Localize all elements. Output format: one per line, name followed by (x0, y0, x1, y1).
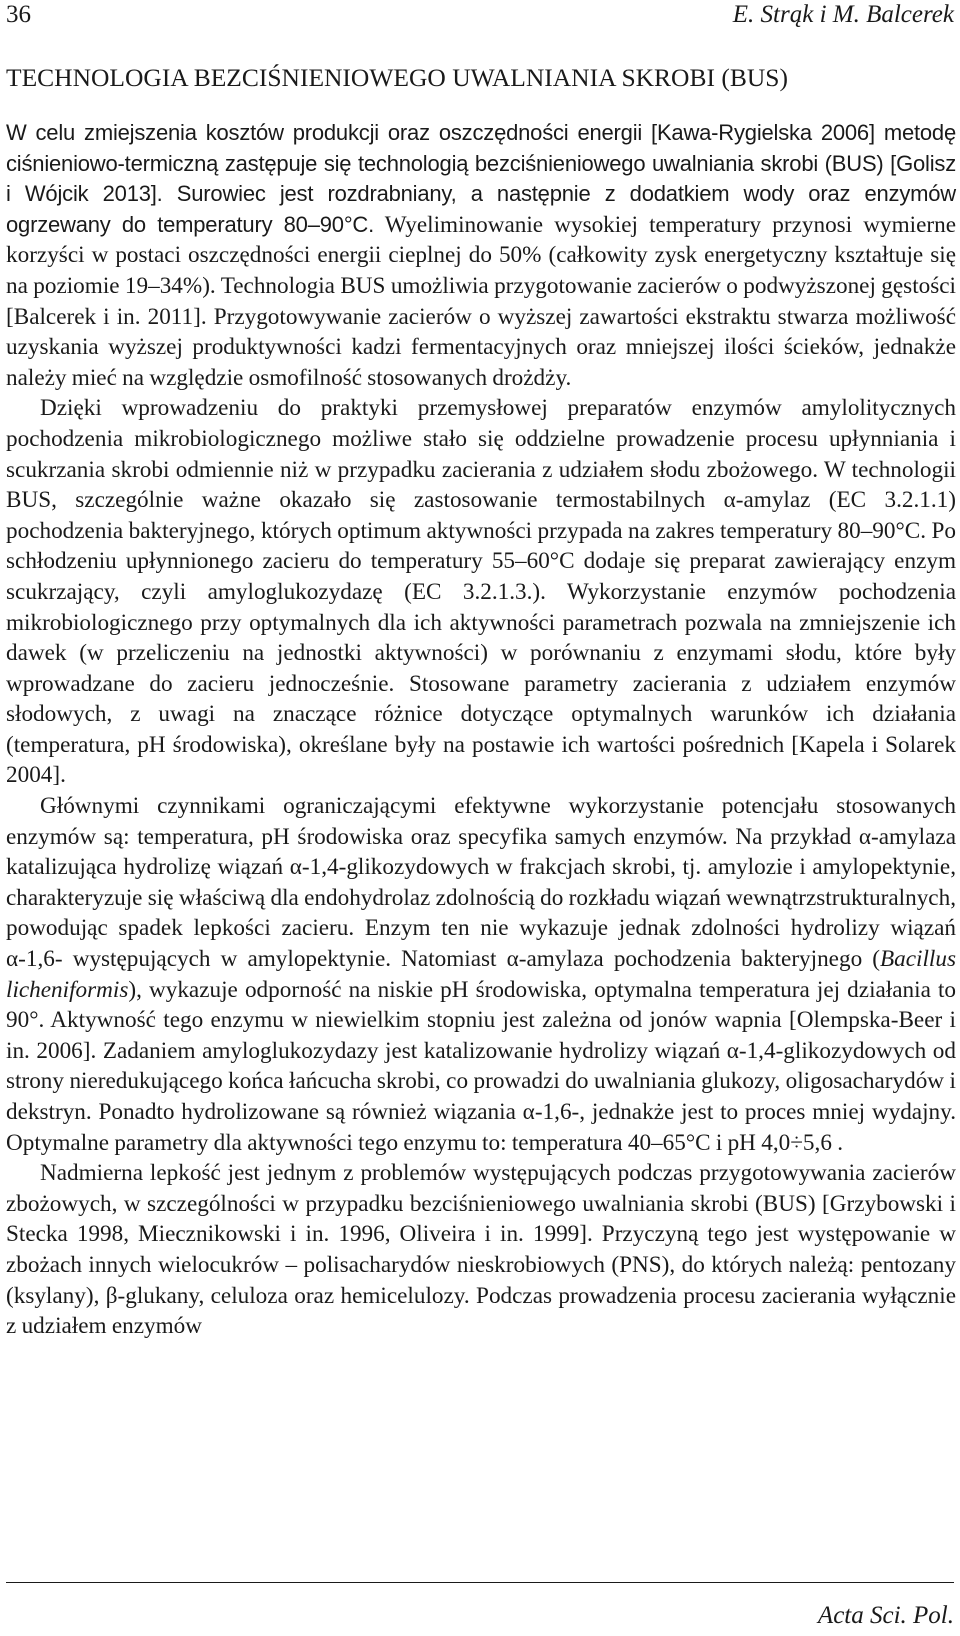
paragraph-1-sans-segment: W celu zmiejszenia kosztów produkcji oraz oszczędności energii [Kawa-Rygielska 2006] metodę ciśnieniowo-termiczną zastępuje się technologią bezciśnieniowego uwalniania skrobi (BUS) [Golisz i Wójcik 2013]. Surowiec jest rozdrabniany, a następnie z dodatkiem wody oraz enzymów ogrzewany do temperatury 80–90°C. (6, 120, 956, 237)
paragraph-1 (6, 118, 956, 393)
paragraph-3 (6, 791, 956, 1158)
species-name: Bacillus licheniformis (6, 946, 956, 1003)
page-number: 36 (6, 1, 31, 28)
running-head: E. Strąk i M. Balcerek (732, 1, 954, 28)
paragraph-3-segment-1: Głównymi czynnikami ograniczającymi efektywne wykorzystanie potencjału stosowanych enzymów są: temperatura, pH środowiska oraz specyfika samych enzymów. Na przykład α-amylaza katalizująca hydrolizę wiązań α-1,4-glikozydowych w frakcjach skrobi, tj. amylozie i amylopektynie, charakteryzuje się właściwą dla endohydrolaz zdolnością do rozkładu wiązań wewnątrzstrukturalnych, powodując spadek lepkości zacieru. Enzym ten nie wykazuje jednak zdolności hydrolizy wiązań α-1,6- występujących w amylopektynie. Natomiast α-amylaza pochodzenia bakteryjnego ( (6, 793, 956, 973)
paragraph-4: Nadmierna lepkość jest jednym z problemów występujących podczas przygotowywania zacierów zbożowych, w szczególności w przypadku bezciśnieniowego uwalniania skrobi (BUS) [Grzybowski i Stecka 1998, Miecznikowski i in. 1996, Oliveira i in. 1999]. Przyczyną tego jest występowanie w zbożach innych wielocukrów – polisacharydów nieskrobiowych (PNS), do których należą: pentozany (ksylany), β-glukany, celuloza oraz hemicelulozy. Podczas prowadzenia procesu zacierania wyłącznie z udziałem enzymów (6, 1160, 956, 1340)
footer-rule (6, 1582, 954, 1583)
paragraph-2: Dzięki wprowadzeniu do praktyki przemysłowej preparatów enzymów amylolitycznych pochodzenia mikrobiologicznego możliwe stało się oddzielne prowadzenie procesu upłynniania i scukrzania skrobi odmiennie niż w przypadku zacierania z udziałem słodu zbożowego. W technologii BUS, szczególnie ważne okazało się zastosowanie termostabilnych α-amylaz (EC 3.2.1.1) pochodzenia bakteryjnego, których optimum aktywności przypada na zakres temperatury 80–90°C. Po schłodzeniu upłynnionego zacieru do temperatury 55–60°C dodaje się preparat zawierający enzym scukrzający, czyli amyloglukozydazę (EC 3.2.1.3.). Wykorzystanie enzymów pochodzenia mikrobiologicznego przy optymalnych dla ich aktywności parametrach pozwala na zmniejszenie ich dawek (w przeliczeniu na jednostki aktywności) w porównaniu z enzymami słodu, które były wprowadzane do zacieru jednocześnie. Stosowane parametry zacierania z udziałem enzymów słodowych, z uwagi na znaczące różnice dotyczące optymalnych warunków ich działania (temperatura, pH środowiska), określane były na postawie ich wartości pośrednich [Kapela i Solarek 2004]. (6, 395, 956, 789)
section-heading: TECHNOLOGIA BEZCIŚNIENIOWEGO UWALNIANIA SKROBI (BUS) (6, 63, 788, 92)
paragraph-1-serif-segment: Wyeliminowanie wysokiej temperatury przynosi wymierne korzyści w postaci oszczędności energii cieplnej do 50% (całkowity zysk energetyczny kształtuje się na poziomie 19–34%). Technologia BUS umożliwia przygotowanie zacierów o podwyższonej gęstości [Balcerek i in. 2011]. Przygotowywanie zacierów o wyższej zawartości ekstraktu stwarza możliwość uzyskania wyższej produktywności kadzi fermentacyjnych oraz mniejszej ilości ścieków, jednakże należy mieć na względzie osmofilność stosowanych drożdży. (6, 211, 957, 391)
footer-journal-name: Acta Sci. Pol. (817, 1602, 954, 1629)
body-text (6, 118, 956, 1342)
paragraph-3-segment-2: ), wykazuje odporność na niskie pH środowiska, optymalna temperatura jej działania to 90°. Aktywność tego enzymu w niewielkim stopniu jest zależna od jonów wapnia [Olempska-Beer i in. 2006]. Zadaniem amyloglukozydazy jest katalizowanie hydrolizy wiązań α-1,4-glikozydowych od strony nieredukującego końca łańcucha skrobi, co prowadzi do uwalniania glukozy, oligosacharydów i dekstryn. Ponadto hydrolizowane są również wiązania α-1,6-, jednakże jest to proces mniej wydajny. Optymalne parametry dla aktywności tego enzymu to: temperatura 40–65°C i pH 4,0÷5,6 . (6, 976, 956, 1156)
